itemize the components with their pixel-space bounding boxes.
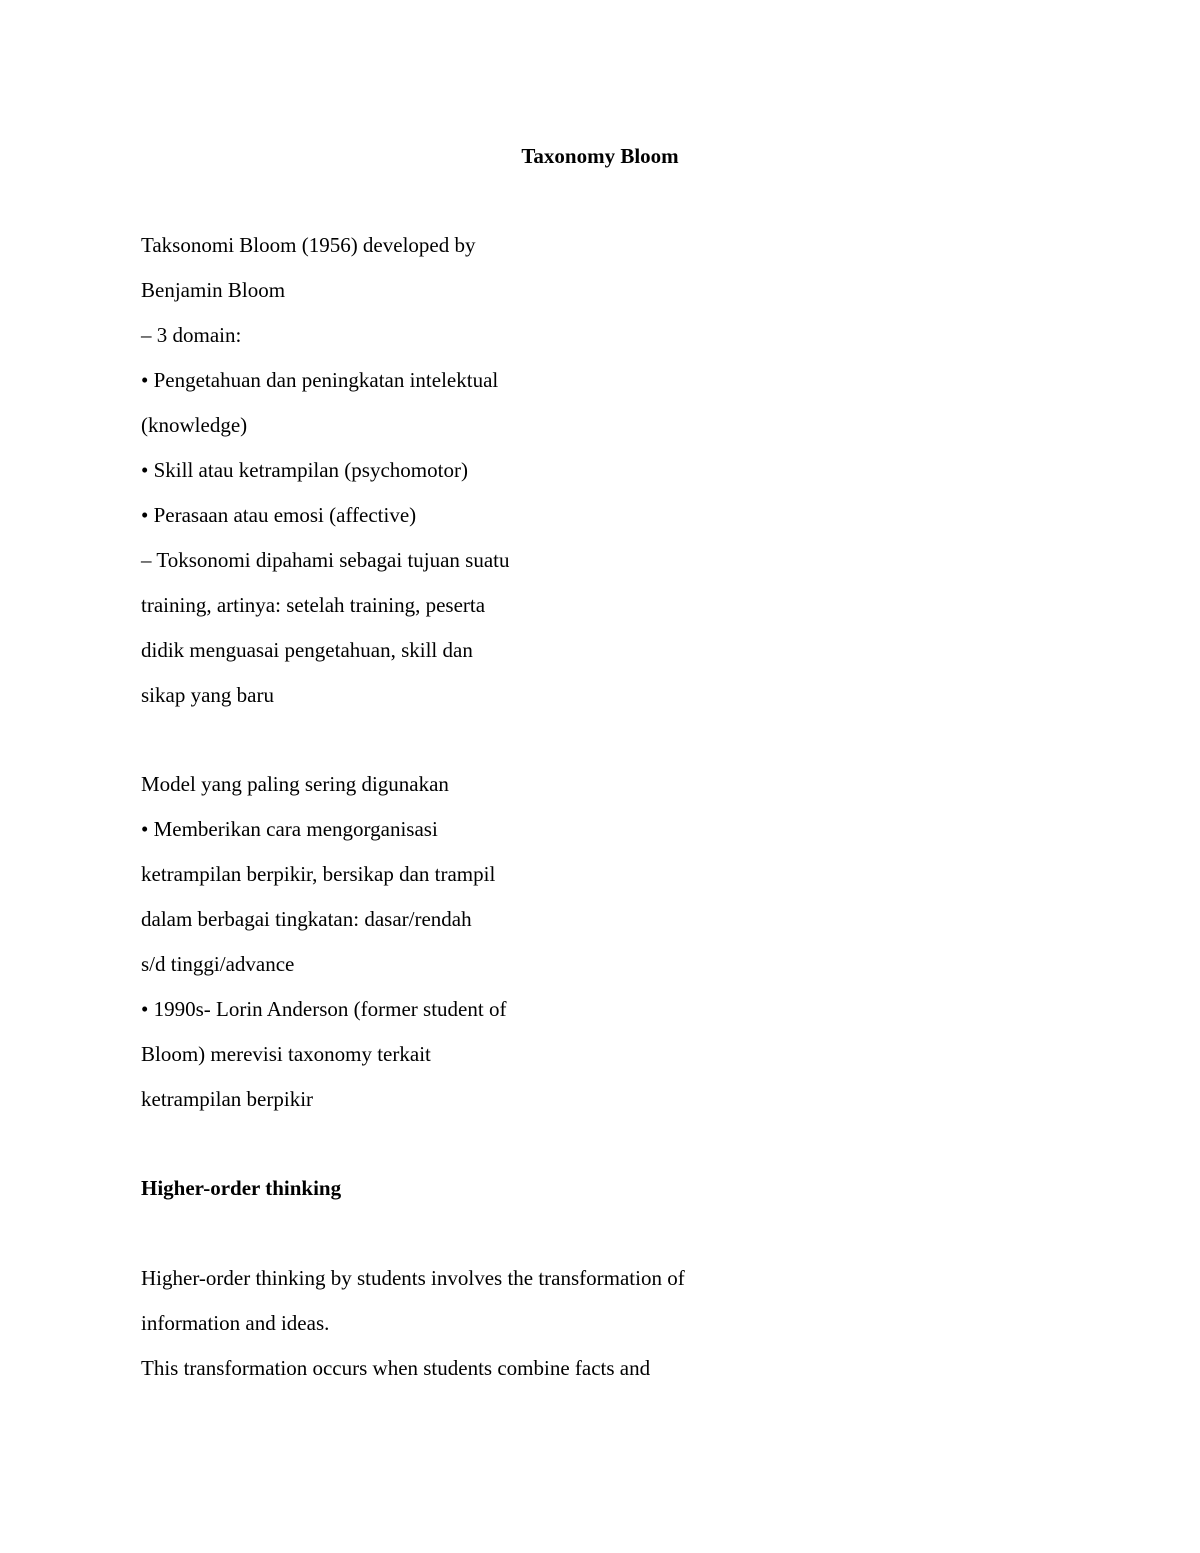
text-line: training, artinya: setelah training, peserta [141,593,486,617]
section-model [141,768,506,1128]
text-line: ketrampilan berpikir [141,1087,314,1111]
text-line: Higher-order thinking by students involves the transformation of [141,1266,685,1290]
text-line: Model yang paling sering digunakan [141,772,449,796]
bullet-line: • Memberikan cara mengorganisasi [141,817,438,841]
bullet-line: • 1990s- Lorin Anderson (former student of [141,997,507,1021]
text-line: Benjamin Bloom [141,278,286,302]
text-line: sikap yang baru [141,683,274,707]
section-bloom-intro [141,229,510,724]
text-line: dalam berbagai tingkatan: dasar/rendah [141,907,472,931]
bullet-line: • Pengetahuan dan peningkatan intelektual [141,368,499,392]
text-line: didik menguasai pengetahuan, skill dan [141,638,473,662]
text-line: Taksonomi Bloom (1956) developed by [141,233,476,257]
text-line: – Toksonomi dipahami sebagai tujuan suatu [141,548,510,572]
bullet-line: • Skill atau ketrampilan (psychomotor) [141,458,468,482]
section-higher-order-thinking [141,1262,685,1397]
section-heading: Higher-order thinking [141,1176,342,1200]
text-line: ketrampilan berpikir, bersikap dan trampil [141,862,496,886]
text-line: (knowledge) [141,413,248,437]
document-title: Taxonomy Bloom [521,144,679,168]
text-line: information and ideas. [141,1311,330,1335]
text-line: s/d tinggi/advance [141,952,295,976]
text-line: Bloom) merevisi taxonomy terkait [141,1042,431,1066]
bullet-line: • Perasaan atau emosi (affective) [141,503,417,527]
text-line: – 3 domain: [141,323,242,347]
text-line: This transformation occurs when students combine facts and [141,1356,651,1380]
